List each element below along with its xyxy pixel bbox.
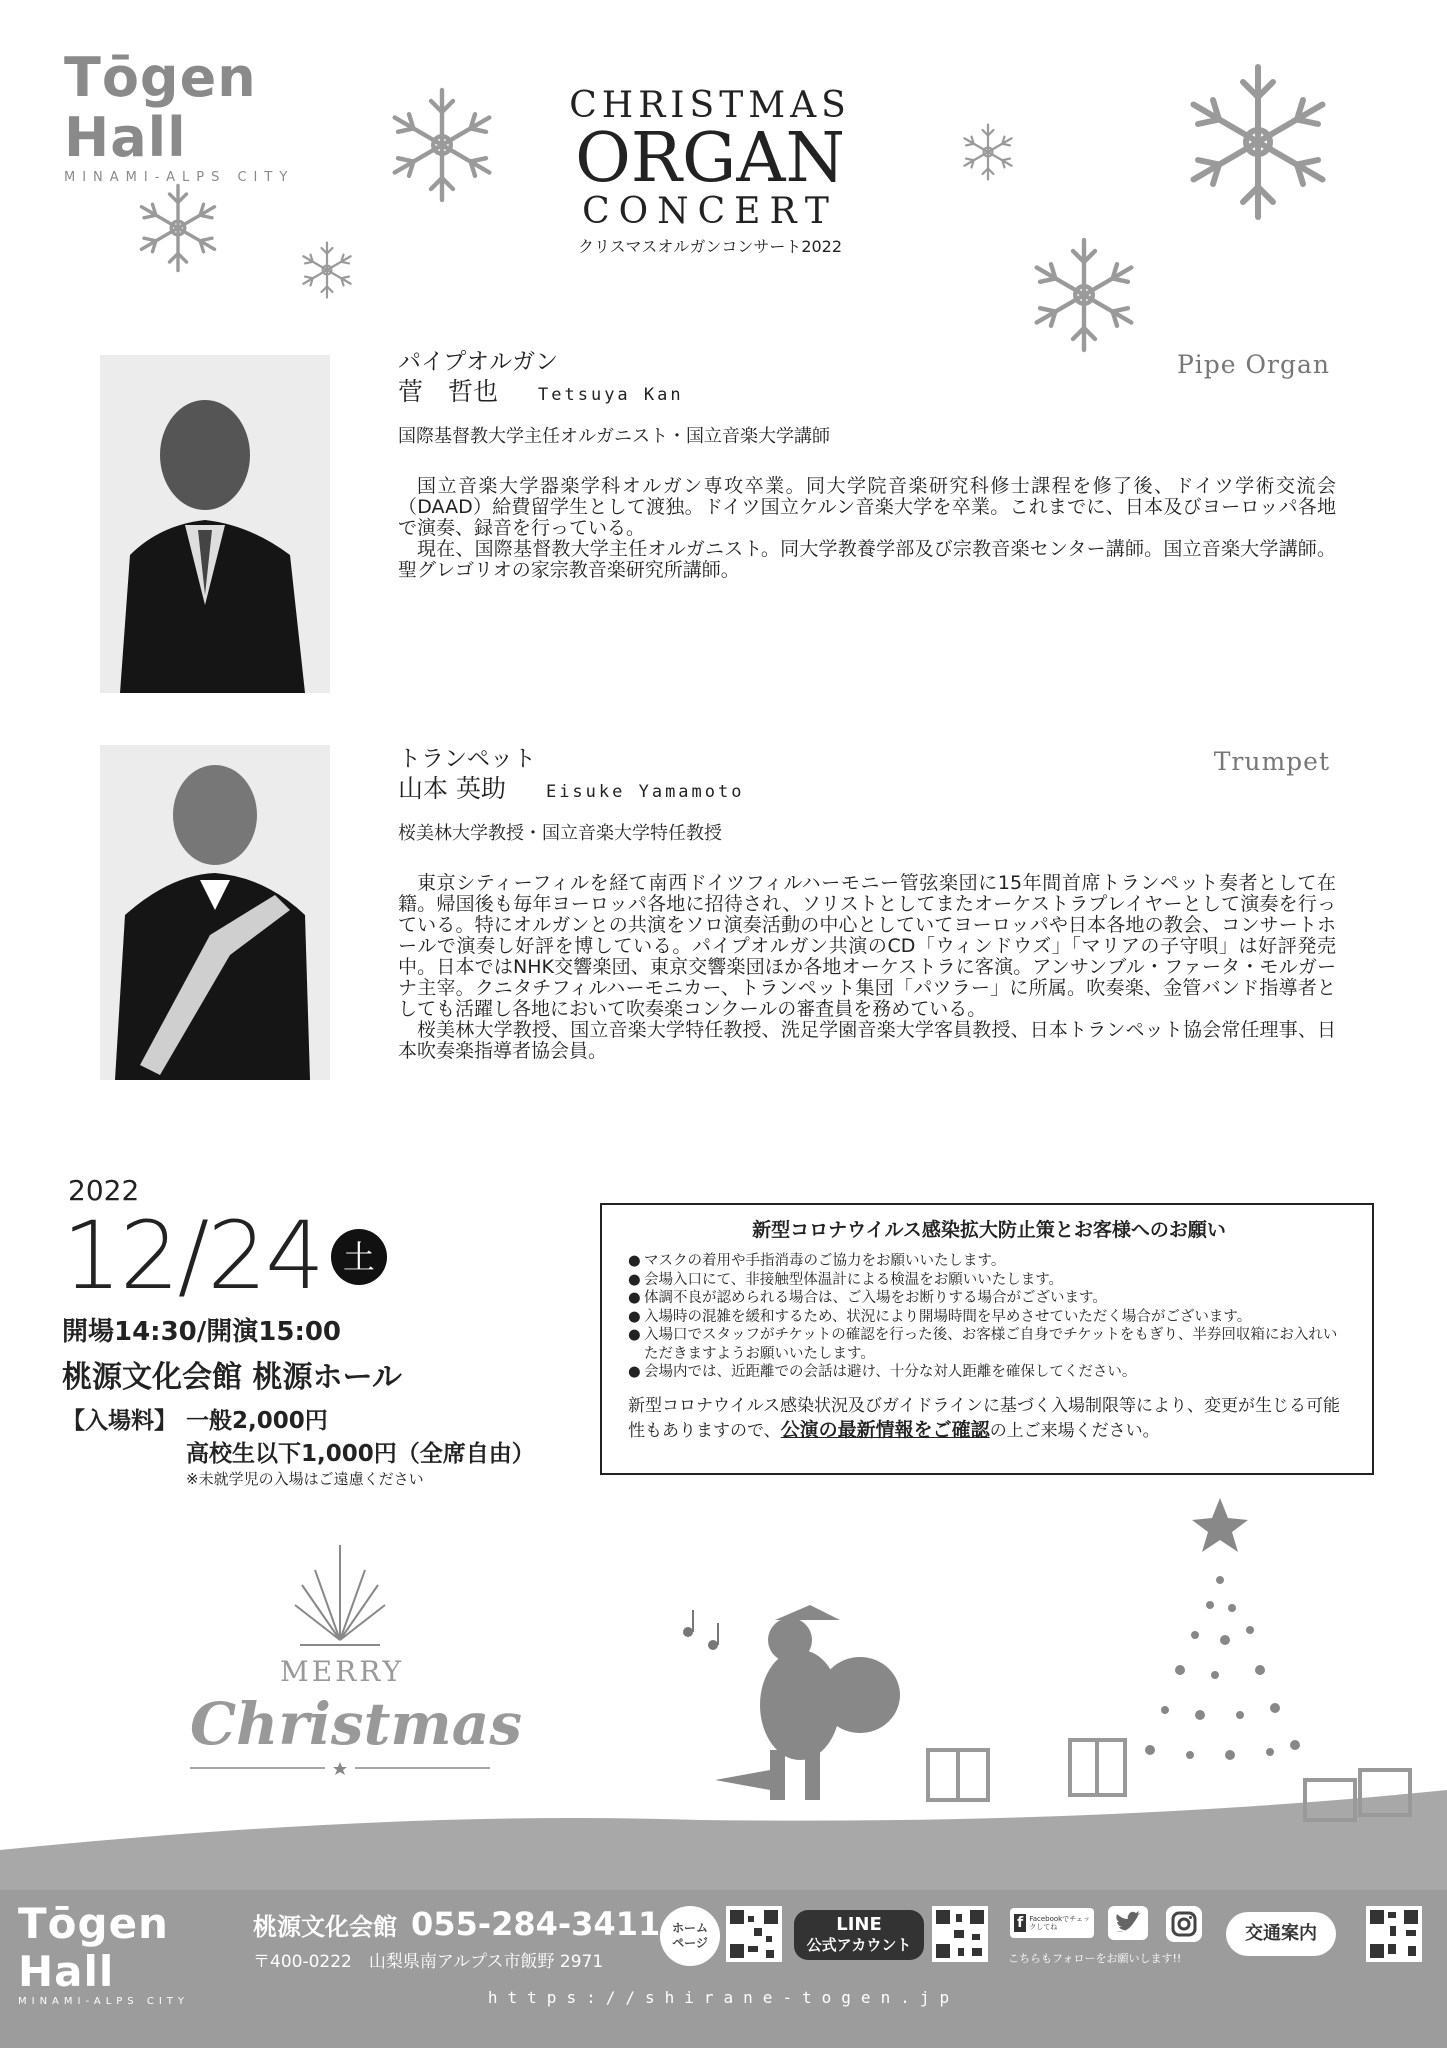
admission-prices [186,1402,535,1489]
covid-footer [628,1394,1350,1443]
price-general: 一般2,000円 [186,1408,328,1434]
line-label: LINE [836,1914,882,1935]
performer-name-en: Eisuke Yamamoto [545,782,745,802]
performer-position: 桜美林大学教授・国立音楽大学特任教授 [398,823,722,844]
covid-title: 新型コロナウイルス感染拡大防止策とお客様へのお願い [752,1219,1226,1241]
snowflake-icon [303,243,350,298]
line-sublabel: 公式アカウント [806,1936,912,1954]
instrument-jp: トランペット [398,746,536,772]
covid-footer-text: 新型コロナウイルス感染状況及びガイドラインに基づく入場制限等により、変更が生じる可能性もありますので、 [628,1395,1340,1441]
snowflake-icon [964,125,1011,180]
covid-item: ● 会場入口にて、非接触型体温計による検温をお願いいたします。 [628,1271,1350,1290]
qr-code-icon[interactable] [932,1906,988,1962]
bio-paragraph: 東京シティーフィルを経て南西ドイツフィルハーモニー管弦楽団に15年間首席トランペット奏者として在籍。帰国後も毎年ヨーロッパ各地に招待され、ソリストとしてまたオーケストラプレイヤーとして演奏を行っている。特にオルガンとの共演をソロ演奏活動の中心としていてヨーロッパや日本各地の教会、コンサートホールで演奏し好評を博している。パイプオルガン共演のCD「ウィンドウズ」「マリアの子守唄」は好評発売中。日本ではNHK交響楽団、東京交響楽団ほか各地オーケストラに客演。アンサンブル・ファータ・モルガーナ主宰。クニタチフィルハーモニカー、トランペット集団「パツラー」に所属。吹奏楽、金管バンド指導者としても活躍し各地において吹奏楽コンクールの審査員を務めている。 [398,872,1336,1020]
admission-label: 【入場料】 [62,1408,177,1434]
performer-bio [398,873,1336,1062]
title-japanese: クリスマスオルガンコンサート2022 [577,237,843,256]
name-row [398,773,1336,805]
event-info [62,1175,582,1489]
concert-title [560,86,860,257]
instrument-en: Trumpet [1213,747,1330,776]
weekday-badge: 土 [331,1229,387,1285]
qr-code-icon[interactable] [1366,1906,1422,1962]
performer-name-jp: 菅 哲也 [398,377,499,406]
facebook-label: Facebookでチェックしてね [1029,1915,1090,1931]
name-row [398,376,1336,408]
snowflake-icon [141,186,214,271]
covid-list [628,1252,1350,1382]
instagram-button[interactable] [1166,1906,1202,1942]
covid-item: ● 体調不良が認められる場合は、ご入場をお断りする場合がございます。 [628,1289,1350,1308]
covid-footer-end: の上ご来場ください。 [989,1420,1160,1441]
event-times: 開場14:30/開演15:00 [62,1317,342,1347]
portrait-illustration [100,745,330,1080]
event-year: 2022 [68,1174,140,1207]
performer-photo-trumpeter [100,745,330,1080]
portrait-illustration [100,355,330,693]
title-organ: ORGAN [575,119,845,198]
covid-footer-link: 公演の最新情報をご確認 [780,1418,990,1441]
snow-hill [0,1790,1447,1900]
bio-paragraph: 現在、国際基督教大学主任オルガニスト。同大学教養学部及び宗教音楽センター講師。国立音楽大学講師。聖グレゴリオの家宗教音楽研究所講師。 [398,538,1336,581]
instagram-icon [1171,1911,1197,1937]
performer-organist [398,348,1336,581]
covid-item: ● 会場内では、近距離での会話は避け、十分な対人距離を確保してください。 [628,1363,1350,1382]
logo-main-text: Tōgen Hall [64,46,257,169]
event-date: 12/24 [62,1202,323,1311]
covid-item: ● 入場時の混雑を緩和するため、状況により開場時間を早めさせていただく場合がございます。 [628,1308,1350,1327]
snowflake-icon [1037,240,1132,350]
footer-venue-name: 桃源文化会館 [253,1913,397,1941]
instrument-en: Pipe Organ [1176,350,1330,379]
footer-contact [253,1905,660,1972]
merry-text: MERRY [280,1655,404,1688]
footer-logo-sub: MINAMI-ALPS CITY [18,1996,189,2007]
footer-address: 〒400-0222 山梨県南アルプス市飯野 2971 [253,1952,604,1972]
performer-name-jp: 山本 英助 [398,774,506,803]
snowflake-icon [1194,67,1323,217]
access-button[interactable] [1226,1912,1336,1956]
performer-photo-organist [100,355,330,693]
title-christmas: CHRISTMAS [569,85,851,126]
line-account-button[interactable] [794,1910,924,1960]
qr-code-icon[interactable] [726,1906,782,1962]
covid-item: ● マスクの着用や手指消毒のご協力をお願いいたします。 [628,1252,1350,1271]
footer-logo-main: Tōgen Hall [18,1899,169,1996]
follow-text: こちらもフォローをお願いします!! [1008,1952,1182,1965]
bio-paragraph: 国立音楽大学器楽学科オルガン専攻卒業。同大学院音楽研究科修士課程を修了後、ドイツ学術交流会（DAAD）給費留学生として渡独。ドイツ国立ケルン音楽大学を卒業。これまでに、日本及びヨーロッパ各地で演奏、録音を行っている。 [398,475,1336,539]
performer-position: 国際基督教大学主任オルガニスト・国立音楽大学講師 [398,426,830,447]
title-concert: CONCERT [582,191,838,232]
bio-paragraph: 桜美林大学教授、国立音楽大学特任教授、洗足学園音楽大学客員教授、日本トランペット協会常任理事、日本吹奏楽指導者協会員。 [398,1019,1336,1062]
admission-row [62,1402,582,1489]
christmas-text: Christmas [190,1690,522,1758]
footer-phone[interactable]: 055-284-3411 [411,1905,661,1943]
performer-trumpeter [398,745,1336,1062]
performer-bio [398,476,1336,581]
snowflake-icon [395,90,490,200]
twitter-icon [1114,1911,1142,1935]
homepage-button[interactable] [660,1906,720,1966]
santa-silhouette-icon [715,1605,900,1800]
homepage-label: ホーム ページ [671,1921,708,1950]
covid-notice-box [600,1203,1374,1475]
price-student: 高校生以下1,000円（全席自由） [186,1441,535,1467]
music-note-icon [683,1610,718,1650]
performer-name-en: Tetsuya Kan [538,385,684,405]
access-label: 交通案内 [1245,1923,1317,1944]
facebook-button[interactable] [1010,1908,1094,1938]
facebook-icon: f [1014,1914,1026,1932]
instrument-jp: パイプオルガン [398,349,559,375]
christmas-tree-icon [1145,1498,1300,1760]
christmas-scene [0,1480,1447,1900]
date-row [62,1202,582,1311]
admission-note: ※未就学児の入場はご遠慮ください [186,1470,424,1488]
event-venue: 桃源文化会館 桃源ホール [62,1360,402,1395]
covid-item: ● 入場口でスタッフがチケットの確認を行った後、お客様ご自身でチケットをもぎり、半券回収箱にお入れいただきますようお願いいたします。 [628,1326,1350,1363]
twitter-button[interactable] [1108,1906,1148,1940]
contact-row [253,1905,660,1943]
footer-url[interactable]: https://shirane-togen.jp [487,1988,960,2007]
logo-sub-text: MINAMI-ALPS CITY [64,170,295,185]
